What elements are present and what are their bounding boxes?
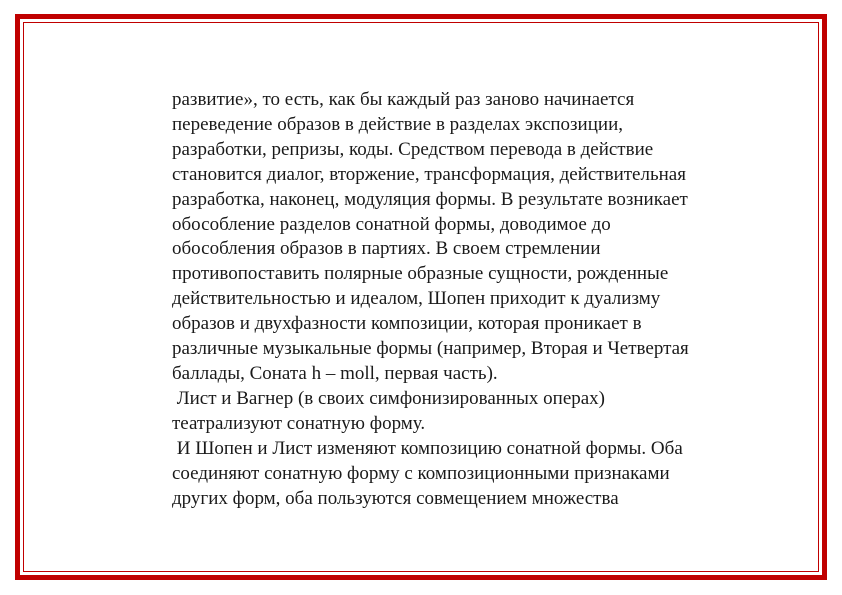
text-line: соединяют сонатную форму с композиционными признаками xyxy=(172,462,670,484)
text-line: разработка, наконец, модуляция формы. В результате возникает xyxy=(172,188,688,210)
text-line: действительностью и идеалом, Шопен приходит к дуализму xyxy=(172,288,661,310)
text-line: развитие», то есть, как бы каждый раз заново начинается xyxy=(172,89,635,110)
text-line: разработки, репризы, коды. Средством перевода в действие xyxy=(172,138,654,160)
text-line: образов и двухфазности композиции, которая проникает в xyxy=(172,313,642,335)
text-line: обособления образов в партиях. В своем стремлении xyxy=(172,238,601,260)
text-line: различные музыкальные формы (например, Вторая и Четвертая xyxy=(172,338,689,360)
text-line: становится диалог, вторжение, трансформация, действительная xyxy=(172,163,686,185)
text-line: И Шопен и Лист изменяют композицию сонатной формы. Оба xyxy=(172,437,683,459)
text-line: обособление разделов сонатной формы, доводимое до xyxy=(172,213,611,235)
text-line: Лист и Вагнер (в своих симфонизированных операх) xyxy=(172,387,606,409)
text-line: баллады, Соната h – moll, первая часть). xyxy=(172,362,498,384)
text-line: переведение образов в действие в разделах экспозиции, xyxy=(172,113,623,135)
text-line: противопоставить полярные образные сущности, рожденные xyxy=(172,263,669,285)
body-text xyxy=(172,88,792,511)
text-line: других форм, оба пользуются совмещением множества xyxy=(172,487,619,509)
text-line: театрализуют сонатную форму. xyxy=(172,412,426,434)
